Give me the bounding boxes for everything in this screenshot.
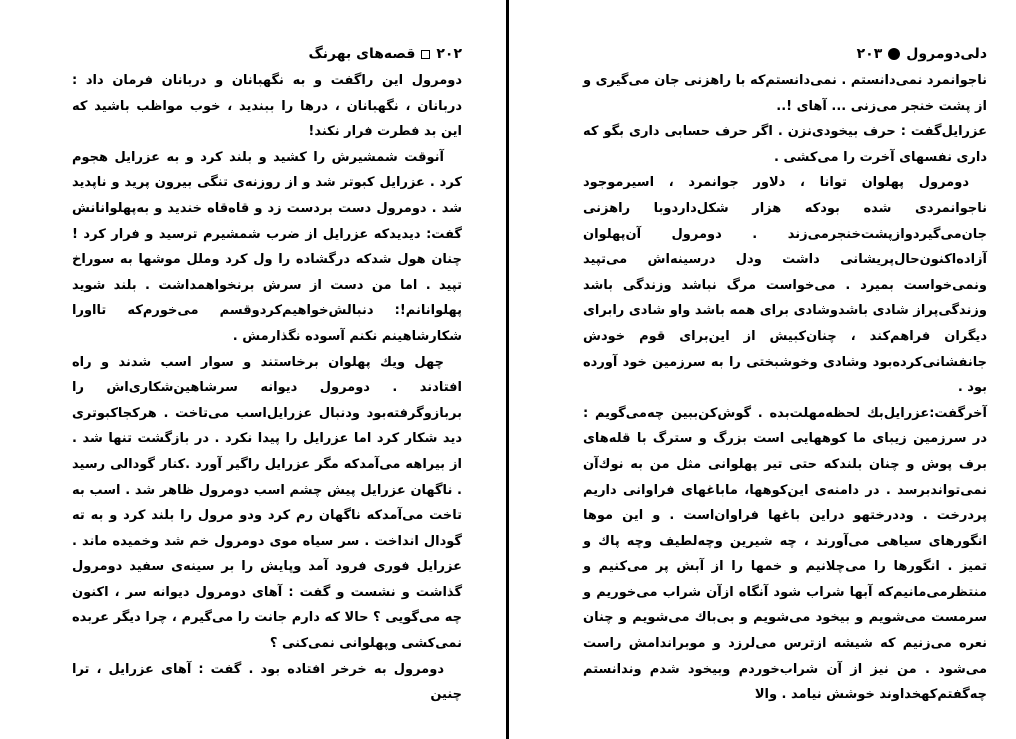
- left-paragraph-4: دومرول به خرخر افتاده بود . گفت : آهای عزرایل ، ترا چنین: [72, 661, 462, 703]
- right-page: [583, 44, 987, 708]
- square-bullet-icon: [421, 50, 430, 59]
- left-paragraph-2: آنوقت شمشیرش را کشید و بلند کرد و به عزرایل هجوم کرد . عزرایل کبوتر شد و از روزنه‌ی تنگی بیرون پرید و ناپدید شد . دومرول دست بردست زد و قاه‌قاه خندید و به‌پهلوانانش گفت: دیدیدکه عزرایل از ضرب شمشیرم ترسید و فرار کرد ! چنان هول شدکه درگشاده را ول کرد وملل موشها به سوراخ تپید . اما من دست از سرش برنخواهمداشت . بلند شوید پهلوانانم!: دنبالش‌خواهیم‌کردوقسم می‌خورم‌که تااورا شکارشاهینم نکنم آسوده نگذارمش .: [72, 149, 462, 344]
- right-page-header: [583, 44, 987, 64]
- page-gutter-line: [506, 0, 509, 739]
- left-paragraph-3: چهل ویك پهلوان برخاستند و سوار اسب شدند و راه افتادند . دومرول دیوانه سرشاهین‌شکاری‌اش را بربازوگرفته‌بود ودنبال عزرایل‌اسب می‌تاخت . هرکجاکبوتری دید شکار کرد اما عزرایل را پیدا نکرد . در بازگشت تنها شد . از بیراهه می‌آمدکه مگر عزرایل راگیر آورد .کنار گودالی رسید . ناگهان عزرایل پیش چشم اسب دومرول ظاهر شد . اسب به تاخت می‌آمدکه ناگهان رم کرد ودو مرول را بلند کرد و به ته گودال انداخت . سر سیاه موی دومرول خم شد وخمیده ماند . عزرایل فوری فرود آمد وپایش را بر سینه‌ی سفید دومرول گذاشت و نشست و گفت : آهای دومرول دیوانه سر ، اکنون چه می‌گویی ؟ حالا که دارم جانت را می‌گیرم ، چرا دیگر عربده نمی‌کشی وپهلوانی نمی‌کنی ؟: [72, 354, 462, 652]
- left-page-running-title: قصه‌های بهرنگ: [308, 46, 416, 62]
- left-paragraph-1: دومرول این راگفت و به نگهبانان و دربانان فرمان داد : دربانان ، نگهبانان ، درها را ببندید ، خوب مواظب باشید که این بد فطرت فرار نکند!: [72, 73, 462, 140]
- right-paragraph-3: دومرول پهلوان توانا ، دلاور جوانمرد ، اسیرموجود ناجوانمردی شده بودکه هزار شکل‌داردوبا راهزنی جان‌می‌گیردوازپشت‌خنجرمی‌زند . دومرول آن‌پهلوان آزاده‌اکنون‌حال‌پریشانی داشت ودل درسینه‌اش می‌تپید ونمی‌خواست بمیرد . می‌خواست مرگ نباشد وزندگی باشد وزندگی‌پراز شادی باشدوشادی برای همه باشد واو شادی رابرای دیگران فراهم‌کند ، چنان‌کبیش از این‌برای قوم خودش جانفشانی‌کرده‌بود وشادی وخوشبختی را به سرزمین خود آورده بود .: [583, 175, 987, 396]
- right-paragraph-1: ناجوانمرد نمی‌دانستم . نمی‌دانستم‌که با راهزنی جان می‌گیری و از پشت خنجر می‌زنی ... آهای !..: [583, 73, 987, 114]
- right-paragraph-4: آخرگفت:عزرایل‌بك لحظه‌مهلت‌بده . گوش‌کن‌ببین چه‌می‌گویم : در سرزمین زیبای ما کوههایی است بزرگ و سترگ با قله‌های برف پوش و چنان بلندکه حتی تیر پهلوانی مثل من به نوك‌آن نمی‌تواندبرسد . در دامنه‌ی این‌کوهها، ماباغهای فراوانی داریم پردرخت . وددرختهو دراین باغها فراوان‌است . و این موها انگورهای سیاهی می‌آورند ، چه شیرین وچه‌لطیف وچه پاك و تمیز . انگورها را می‌چلانیم و خمها را از آبش پر می‌کنیم و منتظرمی‌مانیم‌که آبها شراب شود آنگاه ازآن شراب می‌خوریم و سرمست می‌شویم و بیخود می‌شویم و بی‌باك می‌شویم و چنان نعره می‌زنیم که شیشه ازترس می‌لرزد و موبراندامش راست می‌شود . من نیز از آن شراب‌خوردم وبیخود شدم وندانستم چه‌گفتم‌کهخداوند خوشش نیامد . والا: [583, 405, 987, 703]
- right-page-number: ۲۰۳: [856, 46, 883, 62]
- circle-bullet-icon: [888, 48, 900, 60]
- left-page: [72, 44, 462, 708]
- left-page-header: [72, 44, 462, 64]
- right-paragraph-2: عزرایل‌گفت : حرف بیخودی‌نزن . اگر حرف حسابی داری بگو که داری نفسهای آخرت را می‌کشی .: [583, 124, 987, 165]
- left-page-number: ۲۰۲: [436, 46, 462, 62]
- right-page-running-title: دلی‌دومرول: [906, 46, 987, 62]
